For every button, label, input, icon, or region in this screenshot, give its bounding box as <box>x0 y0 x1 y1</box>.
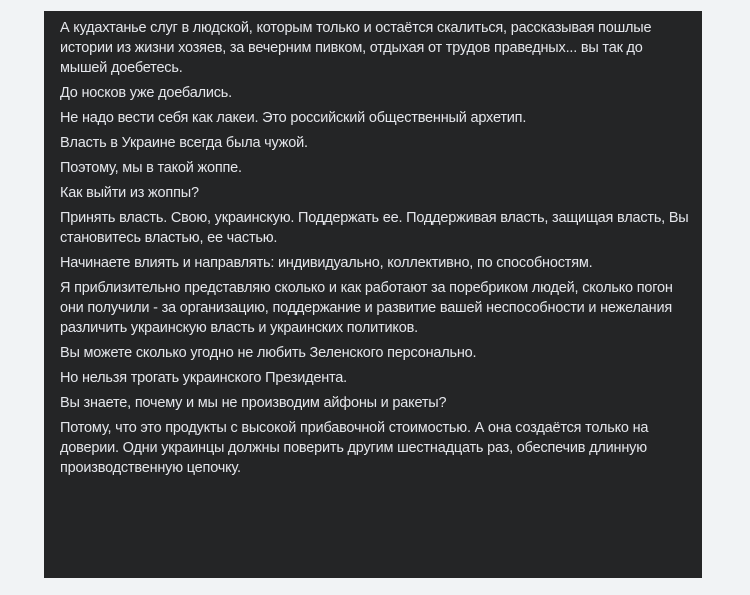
paragraph-12: Вы знаете, почему и мы не производим айфоны и ракеты? <box>60 395 447 411</box>
paragraph-4: Власть в Украине всегда была чужой. <box>60 135 308 151</box>
paragraph-6: Как выйти из жоппы? <box>60 185 199 201</box>
paragraph-11: Но нельзя трогать украинского Президента. <box>60 370 348 386</box>
paragraph-7: Принять власть. Свою, украинскую. Поддержать ее. Поддерживая власть, защищая власть, Вы становитесь властью, ее частью. <box>60 210 689 246</box>
paragraph-13: Потому, что это продукты с высокой прибавочной стоимостью. А она создаётся только на доверии. Одни украинцы должны поверить другим шестнадцать раз, обеспечив длинную производственную цепочку. <box>60 420 649 476</box>
paragraph-9: Я приблизительно представляю сколько и как работают за поребриком людей, сколько погон они получили - за организацию, поддержание и развитие вашей неспособности и нежелания различить украинскую власть и украинских политиков. <box>60 280 673 336</box>
paragraph-5: Поэтому, мы в такой жоппе. <box>60 160 242 176</box>
paragraph-2: До носков уже доебались. <box>60 85 232 101</box>
paragraph-8: Начинаете влиять и направлять: индивидуально, коллективно, по способностям. <box>60 255 593 271</box>
post-text-panel <box>44 11 702 578</box>
paragraph-10: Вы можете сколько угодно не любить Зеленского персонально. <box>60 345 477 361</box>
post-text <box>60 18 692 478</box>
paragraph-3: Не надо вести себя как лакеи. Это российский общественный архетип. <box>60 110 527 126</box>
paragraph-1: А кудахтанье слуг в людской, которым только и остаётся скалиться, рассказывая пошлые истории из жизни хозяев, за вечерним пивком, отдыхая от трудов праведных... вы так до мышей доебетесь. <box>60 20 652 76</box>
